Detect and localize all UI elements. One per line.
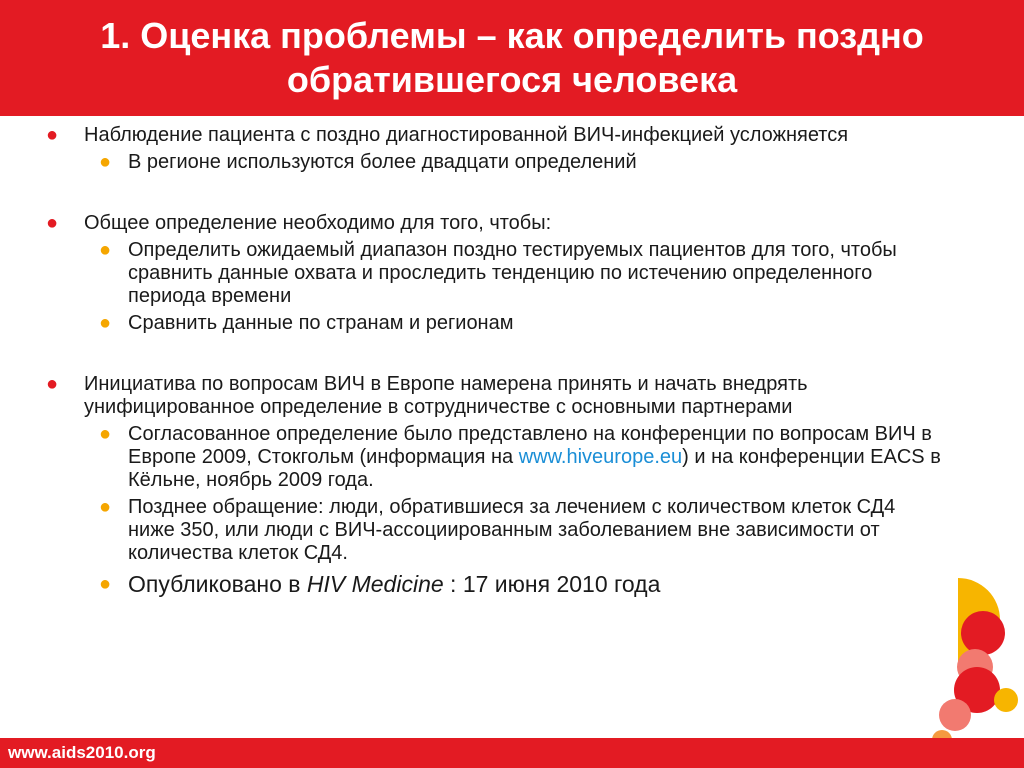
publication-prefix: Опубликовано в (128, 571, 307, 597)
slide-title: 1. Оценка проблемы – как определить поздно обратившегося человека (100, 15, 924, 100)
sub-bullet-text: Сравнить данные по странам и регионам (128, 312, 514, 334)
bullet-text: Инициатива по вопросам ВИЧ в Европе намерена принять и начать внедрять унифицированное определение в сотрудничестве с основными партнерами (84, 373, 808, 418)
publication-date: : 17 июня 2010 года (443, 571, 661, 597)
bullet-text: Общее определение необходимо для того, чтобы: (84, 212, 552, 234)
footer-url: www.aids2010.org (8, 743, 156, 762)
red-bullet-icon: ● (46, 373, 59, 395)
sub-bullet-text-before: Согласованное определение было представлено на конференции по вопросам ВИЧ в Европе 2009, Стокгольм (информация на (128, 423, 932, 468)
red-bullet-icon: ● (46, 124, 59, 146)
orange-bullet-icon: ● (99, 423, 112, 445)
journal-name: HIV Medicine (306, 571, 444, 597)
footer-bar (0, 738, 1024, 768)
red-bullet-icon: ● (46, 212, 59, 234)
pink-circle-shape (939, 699, 971, 731)
orange-bullet-icon: ● (99, 312, 112, 334)
orange-bullet-icon: ● (99, 151, 112, 173)
sub-bullet-text: Определить ожидаемый диапазон поздно тестируемых пациентов для того, чтобы сравнить данные охвата и проследить тенденцию по истечению определенного периода времени (128, 239, 897, 307)
orange-bullet-icon: ● (99, 239, 112, 261)
hiveurope-link[interactable]: www.hiveurope.eu (518, 446, 683, 468)
sub-bullet-text: В регионе используются более двадцати определений (128, 151, 637, 173)
bullet-text: Наблюдение пациента с поздно диагностированной ВИЧ-инфекцией усложняется (84, 124, 849, 146)
orange-bullet-icon: ● (99, 496, 112, 518)
red-circle-shape (961, 611, 1005, 655)
sub-bullet-text: Позднее обращение: люди, обратившиеся за лечением с количеством клеток СД4 ниже 350, или люди с ВИЧ-ассоциированным заболеванием вне зависимости от количества клеток СД4. (128, 496, 896, 564)
sub-bullet-text-after: ) и на конференции EACS в Кёльне, ноябрь 2009 года. (128, 446, 941, 491)
yellow-circle-shape (994, 688, 1018, 712)
orange-bullet-icon: ● (99, 573, 112, 595)
